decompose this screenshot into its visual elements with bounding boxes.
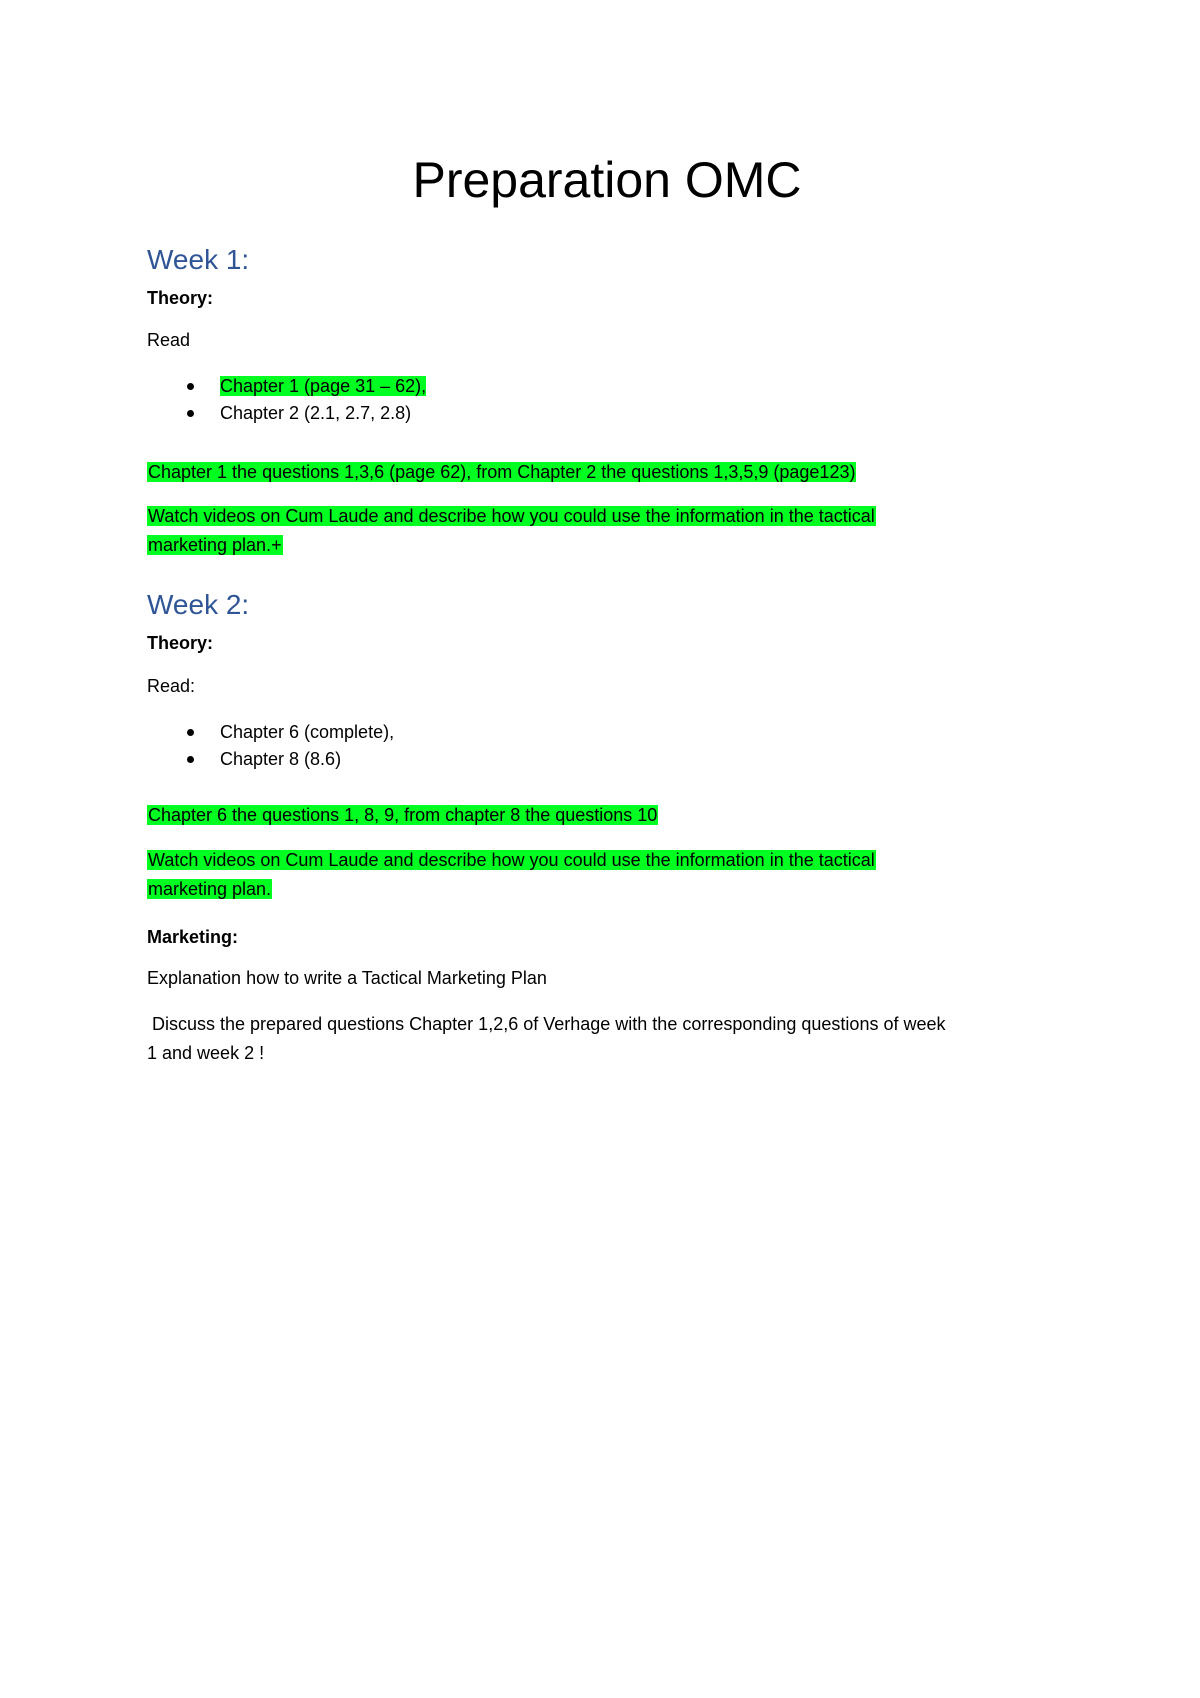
week2-videos-line1: Watch videos on Cum Laude and describe how you could use the information in the tactical bbox=[148, 850, 875, 870]
week2-reading-item-text: Chapter 6 (complete), bbox=[220, 722, 395, 742]
week1-questions-text: Chapter 1 the questions 1,3,6 (page 62), from Chapter 2 the questions 1,3,5,9 (page123) bbox=[148, 462, 856, 482]
week1-read-label: Read bbox=[147, 330, 191, 350]
week2-theory-label: Theory: bbox=[147, 633, 214, 653]
bullet-icon bbox=[187, 410, 194, 417]
week1-videos-line2: marketing plan.+ bbox=[148, 535, 282, 555]
week1-theory-label: Theory: bbox=[147, 288, 214, 308]
marketing-explanation: Explanation how to write a Tactical Marketing Plan bbox=[147, 968, 547, 988]
marketing-discuss-line2: 1 and week 2 ! bbox=[147, 1043, 265, 1063]
week2-heading: Week 2: bbox=[147, 589, 250, 620]
week2-reading-list bbox=[147, 719, 394, 773]
week1-reading-item-text: Chapter 1 (page 31 – 62), bbox=[220, 376, 427, 396]
week1-videos-line1: Watch videos on Cum Laude and describe how you could use the information in the tactical bbox=[148, 506, 875, 526]
week2-read-label: Read: bbox=[147, 676, 196, 696]
bullet-icon bbox=[187, 729, 194, 736]
week2-reading-item-text: Chapter 8 (8.6) bbox=[220, 749, 342, 769]
week2-videos-line2: marketing plan. bbox=[148, 879, 272, 899]
week1-questions bbox=[147, 458, 1067, 487]
bullet-icon bbox=[187, 383, 194, 390]
week1-reading-list bbox=[147, 373, 426, 427]
week1-heading: Week 1: bbox=[147, 244, 250, 275]
week2-questions bbox=[147, 801, 1067, 830]
week1-reading-item bbox=[147, 400, 426, 427]
marketing-discuss bbox=[147, 1010, 1067, 1068]
marketing-discuss-line1: Discuss the prepared questions Chapter 1,2,6 of Verhage with the corresponding questions of week bbox=[147, 1014, 946, 1034]
week2-reading-item bbox=[147, 719, 394, 746]
week2-reading-item bbox=[147, 746, 394, 773]
week1-reading-item bbox=[147, 373, 426, 400]
document-title: Preparation OMC bbox=[412, 152, 802, 208]
marketing-label: Marketing: bbox=[147, 927, 239, 947]
week2-questions-text: Chapter 6 the questions 1, 8, 9, from chapter 8 the questions 10 bbox=[148, 805, 658, 825]
week2-videos bbox=[147, 846, 1067, 904]
bullet-icon bbox=[187, 756, 194, 763]
week1-videos bbox=[147, 502, 1067, 560]
week1-reading-item-text: Chapter 2 (2.1, 2.7, 2.8) bbox=[220, 403, 412, 423]
